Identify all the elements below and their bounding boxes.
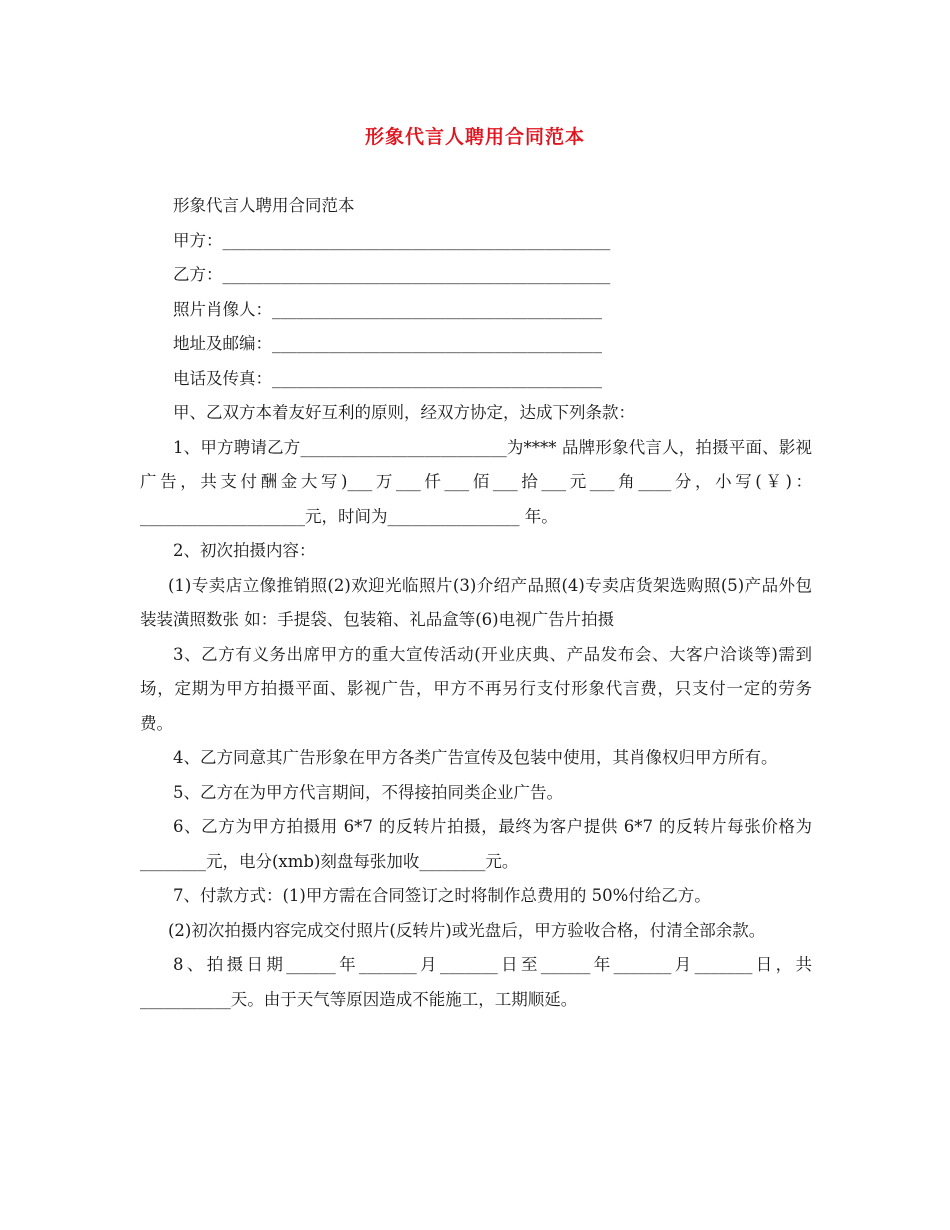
clause-3: 3、乙方有义务出席甲方的重大宣传活动(开业庆典、产品发布会、大客户洽谈等)需到场，定期为甲方拍摄平面、影视广告，甲方不再另行支付形象代言费，只支付一定的劳务费。: [140, 644, 812, 733]
clause-2-heading: 2、初次拍摄内容：: [173, 541, 316, 560]
clause-7-part-2: (2)初次拍摄内容完成交付照片(反转片)或光盘后，甲方验收合格，付清全部余款。: [168, 920, 766, 940]
party-a-field: 甲方：_______________________________________________: [173, 230, 611, 250]
clause-6: 6、乙方为甲方拍摄用 6*7 的反转片拍摄，最终为客户提供 6*7 的反转片每张价格为________元，电分(xmb)刻盘每张加收________元。: [140, 817, 812, 871]
document-subtitle: 形象代言人聘用合同范本: [173, 196, 355, 215]
clause-2-body: (1)专卖店立像推销照(2)欢迎光临照片(3)介绍产品照(4)专卖店货架选购照(5)产品外包装装潢照数张 如：手提袋、包装箱、礼品盒等(6)电视广告片拍摄: [140, 575, 812, 629]
address-postcode-field: 地址及邮编：________________________________________: [173, 334, 602, 353]
photo-subject-field: 照片肖像人：________________________________________: [173, 299, 602, 319]
phone-fax-field: 电话及传真：________________________________________: [173, 368, 602, 388]
clause-8: 8、拍摄日期______年_______月_______日至______年_______月_______日，共___________天。由于天气等原因造成不能施工，工期顺延。: [140, 955, 812, 1009]
clause-7: 7、付款方式：(1)甲方需在合同签订之时将制作总费用的 50%付给乙方。: [173, 886, 711, 905]
clause-4: 4、乙方同意其广告形象在甲方各类广告宣传及包装中使用，其肖像权归甲方所有。: [173, 748, 778, 767]
preamble: 甲、乙双方本着友好互利的原则，经双方协定，达成下列条款：: [173, 403, 635, 422]
document-body: [140, 189, 812, 1017]
party-b-field: 乙方：_______________________________________________: [173, 265, 611, 284]
clause-1: 1、甲方聘请乙方_________________________为**** 品牌形象代言人，拍摄平面、影视广告，共支付酬金大写)___万___仟___佰___拾___元___角____分，小写(￥)：____________________元，时间为________________ 年。: [140, 437, 812, 526]
document-title: 形象代言人聘用合同范本: [364, 126, 585, 148]
clause-5: 5、乙方在为甲方代言期间，不得接拍同类企业广告。: [173, 782, 563, 802]
